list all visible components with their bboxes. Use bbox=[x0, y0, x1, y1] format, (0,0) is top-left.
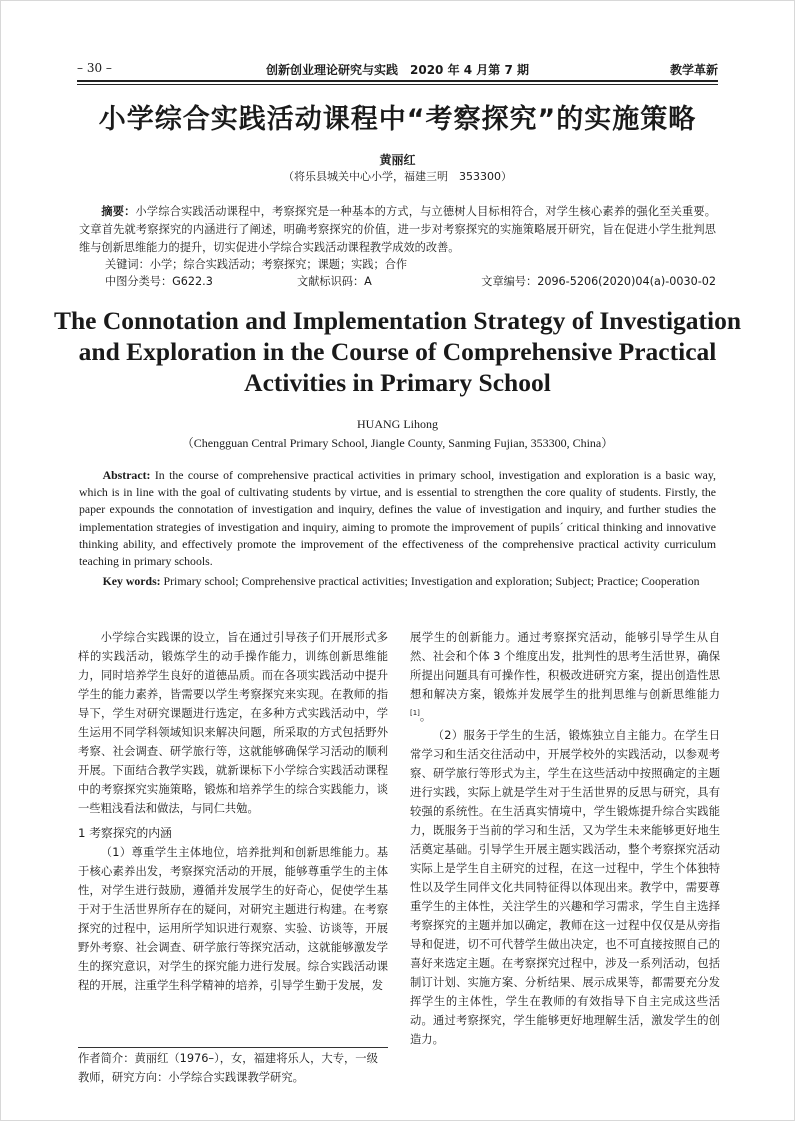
chinese-keywords: 关键词：小学；综合实践活动；考察探究；课题；实践；合作 bbox=[105, 258, 408, 271]
header-rule-thin bbox=[77, 84, 718, 85]
intro-paragraph: 小学综合实践课的设立，旨在通过引导孩子们开展形式多样的实践活动，锻炼学生的动手操作能力，训练创新思维能力，同时培养学生良好的道德品质。而在各项实践活动中提升学生的能力素养，皆需要以学生考察探究来实现。在教师的指导下，学生对研究课题进行选定，在多种方式实践活动中，学生运用不同学科领域知识来解决问题，所采取的方式包括野外考察、社会调查、研学旅行等，这就能够确保学习活动的顺利开展。下面结合教学实践，就新课标下小学综合实践活动课程中的考察探究实施策略，锻炼和培养学生的综合实践能力，谈一些粗浅看法和做法，与同仁共勉。 bbox=[78, 631, 388, 815]
english-keywords-label: Key words: bbox=[102, 574, 161, 588]
english-affiliation: （Chengguan Central Primary School, Jiangle County, Sanming Fujian, 353300, China） bbox=[181, 436, 614, 450]
section-1-paragraph-2: （2）服务于学生的生活，锻炼独立自主能力。在学生日常学习和生活交往活动中，开展学校外的实践活动，以参观考察、研学旅行等形式为主，学生在这些活动中按照确定的主题进行实践，实际上就是学生对于生活世界的反思与研究，具有较强的系统性。在生活真实情境中，学生锻炼提升综合实践能力，既服务于当前的学习和生活，又为学生未来能够更好地生活奠定基础。引导学生开展主题实践活动，整个考察探究活动实际上是学生自主研究的过程，在这一过程中，学生个体独特性以及学生同伴文化共同特征得以体现出来。教学中，需要尊重学生的主体性，关注学生的兴趣和学习需求，学生自主选择考察探究的主题并加以确定，教师在这一过程中仅仅是从旁指导和促进，切不可代替学生做出决定，也不可直接按照自己的喜好来选定主题。在考察探究过程中，涉及一系列活动，包括制订计划、实施方案、分析结果、展示成果等，都需要充分发挥学生的主体性，学生在教师的有效指导下自主完成这些活动。通过考察探究，学生能够更好地理解生活，激发学生的创造力。 bbox=[410, 728, 720, 1046]
author-footnote: 作者简介：黄丽红（1976–），女，福建将乐人，大专，一级教师，研究方向：小学综合实践课教学研究。 bbox=[78, 1052, 378, 1084]
chinese-meta bbox=[105, 273, 716, 289]
english-abstract-text: In the course of comprehensive practical activities in primary school, investigation and exploration is a basic way, which is in line with the goal of cultivating students by virtue, and is essential to strengthen the core quality of students. Firstly, the paper expounds the connotation of investigation and inquiry, defines the value of investigation and inquiry, and further studies the implementation strategies of investigation and inquiry, aiming to promote the improvement of pupils´ critical thinking and innovative thinking ability, and effectively promote the improvement of the effectiveness of the comprehensive practical activity curriculum teaching in primary schools. bbox=[79, 468, 717, 569]
page-number: – 30 – bbox=[77, 61, 112, 75]
section-1-paragraph-1: （1）尊重学生主体地位，培养批判和创新思维能力。基于核心素养出发，考察探究活动的开展，能够尊重学生的主体性，对学生进行鼓励，遵循并发展学生的好奇心，促使学生基于对于生活世界所存在的疑问，对研究主题进行构建。在考察探究的过程中，运用所学知识进行观察、实验、访谈等，开展野外考察、社会调查、研学旅行等探究活动，这就能够激发学生的探究意识，对学生的探究能力进行发展。综合实践活动课程的开展，注重学生科学精神的培养，引导学生勤于发展，发 bbox=[78, 846, 388, 992]
section-1-paragraph-1-cont: 展学生的创新能力。通过考察探究活动，能够引导学生从自然、社会和个体 3 个维度出发，批判性的思考生活世界，确保所提出问题具有可操作性，积极改进研究方案，提出创造性思想和解决方案，锻炼并发展学生的批判思维与创新思维能力[1]。 bbox=[410, 631, 720, 723]
journal-name: 创新创业理论研究与实践 2020 年 4 月第 7 期 bbox=[266, 63, 529, 77]
english-keywords-text: Primary school; Comprehensive practical activities; Investigation and exploration; Subject; Practice; Cooperation bbox=[163, 574, 700, 588]
chinese-title: 小学综合实践活动课程中“考察探究”的实施策略 bbox=[98, 104, 697, 135]
document-code: 文献标识码：A bbox=[297, 275, 372, 288]
footnote-rule bbox=[78, 1047, 388, 1048]
chinese-abstract bbox=[79, 203, 716, 257]
english-abstract-label: Abstract: bbox=[102, 468, 151, 482]
reference-1: [1] bbox=[410, 709, 420, 717]
chinese-affiliation: （将乐县城关中心小学，福建三明 353300） bbox=[283, 170, 512, 183]
body-column-left bbox=[78, 628, 388, 995]
chinese-abstract-text: 小学综合实践活动课程中，考察探究是一种基本的方式，与立德树人目标相符合，对学生核心素养的强化至关重要。文章首先就考察探究的内涵进行了阐述，明确考察探究的价值，进一步对考察探究的实施策略展开研究，旨在促进小学生批判思维与创新思维能力的提升，切实促进小学综合实践活动课程教学成效的改善。 bbox=[79, 205, 716, 254]
english-abstract bbox=[79, 467, 716, 570]
body-column-right bbox=[410, 628, 720, 1049]
running-header bbox=[77, 59, 718, 79]
english-keywords bbox=[79, 573, 716, 590]
english-author: HUANG Lihong bbox=[357, 417, 438, 431]
article-number: 文章编号：2096-5206(2020)04(a)-0030-02 bbox=[481, 275, 716, 288]
section-1-heading: 1 考察探究的内涵 bbox=[78, 826, 172, 840]
chinese-author: 黄丽红 bbox=[379, 153, 416, 167]
english-title: The Connotation and Implementation Strategy of Investigation and Exploration in the Course of Comprehensive Practical Activities in Primary School bbox=[53, 306, 742, 397]
clc-number: 中图分类号：G622.3 bbox=[105, 275, 213, 288]
header-rule-thick bbox=[77, 80, 718, 82]
continued-text: 展学生的创新能力。通过考察探究活动，能够引导学生从自然、社会和个体 3 个维度出发，批判性的思考生活世界，确保所提出问题具有可操作性，积极改进研究方案，提出创造性思想和解决方案，锻炼并发展学生的批判思维与创新思维能力 bbox=[410, 631, 720, 701]
chinese-abstract-label: 摘要： bbox=[101, 205, 136, 218]
section-name: 教学革新 bbox=[669, 63, 718, 77]
